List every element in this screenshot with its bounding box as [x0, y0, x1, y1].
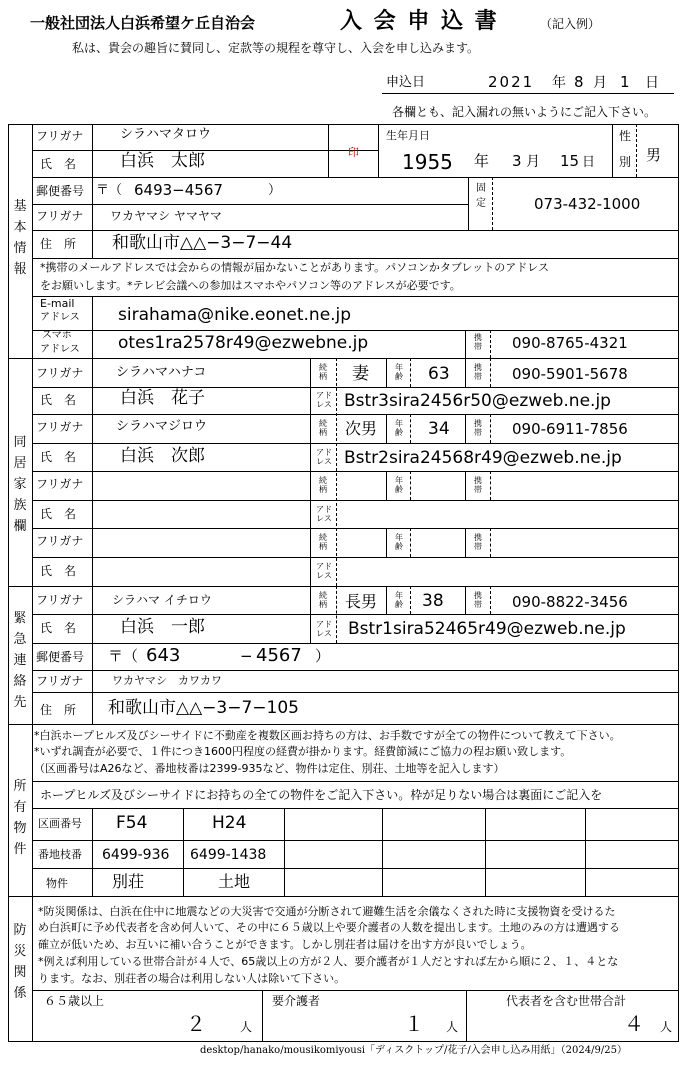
sep-emergency-property: [8, 724, 679, 725]
label-furigana: フリガナ: [36, 593, 84, 607]
label-name: 氏 名: [40, 621, 77, 635]
mail-note-1: *携帯のメールアドレスでは会からの情報が届かないことがあります。パソコンかタブレットのアドレス: [40, 261, 549, 274]
label-address: 住 所: [40, 703, 77, 717]
label-address: 住 所: [40, 237, 77, 251]
label-relation: 続 柄: [319, 476, 327, 494]
label-relation: 続 柄: [319, 591, 327, 609]
label-relation: 続 柄: [319, 419, 327, 437]
emergency-postal-mark: 〒（: [108, 647, 139, 665]
emergency-address: 和歌山市△△−3−7−105: [108, 698, 299, 718]
property-note-3: （区画番号はA26など、番地枝番は2399-935など、物件は定住、別荘、土地等を記入します）: [34, 762, 505, 775]
date-month: 8: [574, 73, 584, 91]
birth-day: 15: [560, 152, 580, 170]
postal-mark: 〒（: [96, 183, 123, 198]
label-mobile: 携 帯: [474, 591, 482, 609]
property-2-block: H24: [212, 813, 247, 833]
emergency-email: Bstr1sira52465r49@ezweb.ne.jp: [348, 619, 626, 639]
label-landline-1: 固: [476, 183, 486, 194]
label-age: 年 齢: [395, 591, 403, 609]
label-address-furigana: フリガナ: [36, 209, 84, 223]
family-1-relation: 妻: [352, 364, 369, 384]
label-address-short: アド レス: [316, 562, 332, 580]
label-furigana: フリガナ: [36, 534, 84, 548]
label-name: 氏 名: [40, 393, 77, 407]
fill-note: 各欄とも、記入漏れの無いようにご記入下さい。: [392, 105, 657, 119]
birth-year-unit: 年: [474, 152, 490, 170]
family-2-mobile: 090-6911-7856: [512, 420, 628, 438]
label-sex-2: 別: [619, 155, 632, 169]
family-1-mobile: 090-5901-5678: [512, 365, 628, 383]
family-2-relation: 次男: [345, 419, 378, 438]
applicant-landline: 073-432-1000: [534, 195, 641, 213]
label-name: 氏 名: [40, 564, 77, 578]
family-1-email: Bstr3sira2456r50@ezweb.ne.jp: [344, 391, 611, 411]
emergency-postal-dash: −: [240, 647, 253, 665]
over65-unit: 人: [240, 1020, 253, 1034]
date-year: 2021: [488, 73, 535, 91]
date-month-unit: 月: [593, 75, 607, 91]
label-age: 年 齢: [395, 476, 403, 494]
applicant-address: 和歌山市△△−3−7−44: [112, 233, 293, 253]
label-name: 氏 名: [40, 507, 77, 521]
label-age: 年 齢: [395, 363, 403, 381]
label-smapho-2: アドレス: [40, 344, 80, 355]
birth-year: 1955: [402, 150, 453, 174]
emergency-mobile: 090-8822-3456: [512, 593, 628, 611]
label-name: 氏 名: [40, 450, 77, 464]
applicant-name: 白浜 太郎: [120, 151, 205, 171]
family-1-name: 白浜 花子: [120, 388, 205, 408]
address-furigana: ワカヤマシ ヤマヤマ: [110, 209, 222, 223]
label-postal: 郵便番号: [36, 650, 85, 664]
emergency-postal-1: 643: [146, 645, 181, 666]
applicant-smapho-email: otes1ra2578r49@ezwebne.jp: [118, 333, 369, 353]
label-care: 要介護者: [272, 994, 321, 1008]
label-address-short: アド レス: [316, 505, 332, 523]
birth-day-unit: 日: [582, 155, 596, 170]
date-day: 1: [620, 73, 630, 91]
label-age: 年 齢: [395, 419, 403, 437]
emergency-postal-2: 4567: [256, 645, 302, 666]
label-address-short: アド レス: [316, 448, 332, 466]
label-mobile: 携 帯: [474, 533, 482, 551]
applicant-sex: 男: [646, 146, 662, 164]
property-instruction: ホープヒルズ及びシーサイドにお持ちの全ての物件をご記入下さい。枠が足りない場合は裏面にご記入を: [40, 788, 603, 802]
label-email-2: アドレス: [40, 312, 80, 323]
postal-close: ）: [268, 183, 282, 198]
family-2-email: Bstr2sira24568r49@ezweb.ne.jp: [344, 448, 622, 468]
sep-basic-family: [8, 358, 679, 359]
date-day-unit: 日: [645, 75, 659, 91]
seal-mark: 印: [348, 146, 359, 159]
disaster-note-2: め白浜町に予め代表者を含め何人いて、その中に６５歳以上や要介護者の人数を提出します。土地のみの方は遭遇する: [38, 921, 620, 934]
date-year-unit: 年: [552, 75, 566, 91]
property-note-2: *いずれ調査が必要で、１件につき1600円程度の経費が掛かります。経費節減にご協力の程お願い致します。: [34, 745, 572, 758]
label-birth: 生年月日: [386, 129, 430, 142]
label-furigana: フリガナ: [36, 366, 84, 380]
mail-note-2: をお願いします。*テレビ会議への参加はスマホやパソコン等のアドレスが必要です。: [40, 279, 461, 292]
section-family: 同居家族欄: [13, 435, 27, 534]
emergency-name: 白浜 一郎: [120, 617, 205, 637]
label-address-short: アド レス: [316, 620, 332, 638]
label-smapho-1: スマホ: [42, 330, 72, 341]
label-furigana: フリガナ: [36, 129, 84, 143]
form-title: 入 会 申 込 書: [340, 9, 499, 34]
label-mobile: 携 帯: [474, 333, 482, 351]
emergency-address-furigana: ワカヤマシ カワカワ: [112, 674, 222, 687]
family-2-age: 34: [428, 419, 450, 439]
label-lot-number: 番地枝番: [38, 848, 82, 861]
sep-family-emergency: [8, 586, 679, 587]
label-address-furigana: フリガナ: [36, 674, 84, 688]
over65-count: ２: [186, 1012, 206, 1036]
applicant-furigana: シラハマタロウ: [120, 127, 212, 142]
emergency-postal-close: ）: [315, 647, 331, 665]
label-relation: 続 柄: [319, 533, 327, 551]
label-household-total: 代表者を含む世帯合計: [506, 994, 627, 1008]
label-email-1: E-mail: [40, 297, 75, 310]
emergency-relation: 長男: [345, 592, 378, 611]
property-2-type: 土地: [218, 872, 251, 891]
birth-month: 3: [512, 152, 522, 170]
sep-property-disaster: [8, 896, 679, 897]
label-sex-1: 性: [619, 129, 632, 143]
section-column-divider: [32, 124, 33, 1042]
emergency-age: 38: [422, 591, 444, 611]
label-relation: 続 柄: [319, 363, 327, 381]
label-over65: ６５歳以上: [44, 994, 105, 1008]
property-1-lot: 6499-936: [102, 847, 170, 863]
label-age: 年 齢: [395, 533, 403, 551]
date-label: 申込日: [386, 75, 426, 90]
label-furigana: フリガナ: [36, 477, 84, 491]
property-1-block: F54: [116, 813, 148, 833]
property-note-1: *白浜ホープヒルズ及びシーサイドに不動産を複数区画お持ちの方は、お手数ですが全ての物件について教えて下さい。: [34, 729, 621, 742]
disaster-note-4: *例えば利用している世帯合計が４人で、65歳以上の方が２人、要介護者が１人だとすれば左から順に２、１、４とな: [38, 955, 619, 968]
date-underline: [382, 93, 674, 94]
sample-mark: （記入例）: [540, 17, 601, 31]
label-property-type: 物件: [46, 877, 68, 890]
family-1-age: 63: [428, 364, 450, 384]
label-address-short: アド レス: [316, 391, 332, 409]
family-2-furigana: シラハマジロウ: [116, 419, 208, 434]
disaster-note-1: *防災関係は、白浜在住中に地震などの大災害で交通が分断されて避難生活を余儀なくされた時に支援物資を受けるた: [38, 905, 616, 918]
org-name: 一般社団法人白浜希望ケ丘自治会: [30, 14, 256, 32]
applicant-email: sirahama@nike.eonet.ne.jp: [118, 305, 352, 325]
section-disaster: 防災関係: [13, 923, 27, 1001]
label-mobile: 携 帯: [474, 419, 482, 437]
label-landline-2: 定: [476, 198, 486, 209]
label-block-number: 区画番号: [38, 817, 82, 830]
property-1-type: 別荘: [112, 872, 145, 891]
family-2-name: 白浜 次郎: [120, 446, 205, 466]
label-name: 氏 名: [40, 157, 77, 171]
disaster-note-5: ります。なお、別荘者の場合は利用しない人は除いて下さい。: [38, 972, 346, 985]
total-unit: 人: [660, 1020, 673, 1034]
footer-path: desktop/hanako/mousikomiyousi「ディスクトップ/花子/入会申し込み用紙」（2024/9/25）: [200, 1045, 627, 1056]
applicant-postal: 6493−4567: [134, 181, 223, 199]
birth-month-unit: 月: [526, 154, 540, 170]
household-total: ４: [624, 1012, 644, 1036]
care-unit: 人: [446, 1020, 459, 1034]
label-mobile: 携 帯: [474, 363, 482, 381]
disaster-note-3: 確立が低いため、お互いに補い合うことができます。しかし別荘者は届けを出す方が良いでしょう。: [38, 938, 532, 951]
section-emergency: 緊急連絡先: [13, 611, 27, 710]
emergency-furigana: シラハマ イチロウ: [112, 593, 212, 607]
family-1-furigana: シラハマハナコ: [116, 365, 207, 380]
section-basic: 基本情報: [13, 199, 27, 277]
label-mobile: 携 帯: [474, 476, 482, 494]
lead-text: 私は、貴会の趣旨に賛同し、定款等の規程を尊守し、入会を申し込みます。: [72, 41, 480, 55]
label-furigana: フリガナ: [36, 420, 84, 434]
applicant-mobile: 090-8765-4321: [512, 334, 628, 352]
property-2-lot: 6499-1438: [190, 847, 267, 863]
care-count: １: [404, 1012, 424, 1036]
section-property: 所有物件: [13, 779, 27, 857]
label-postal: 郵便番号: [36, 184, 85, 198]
